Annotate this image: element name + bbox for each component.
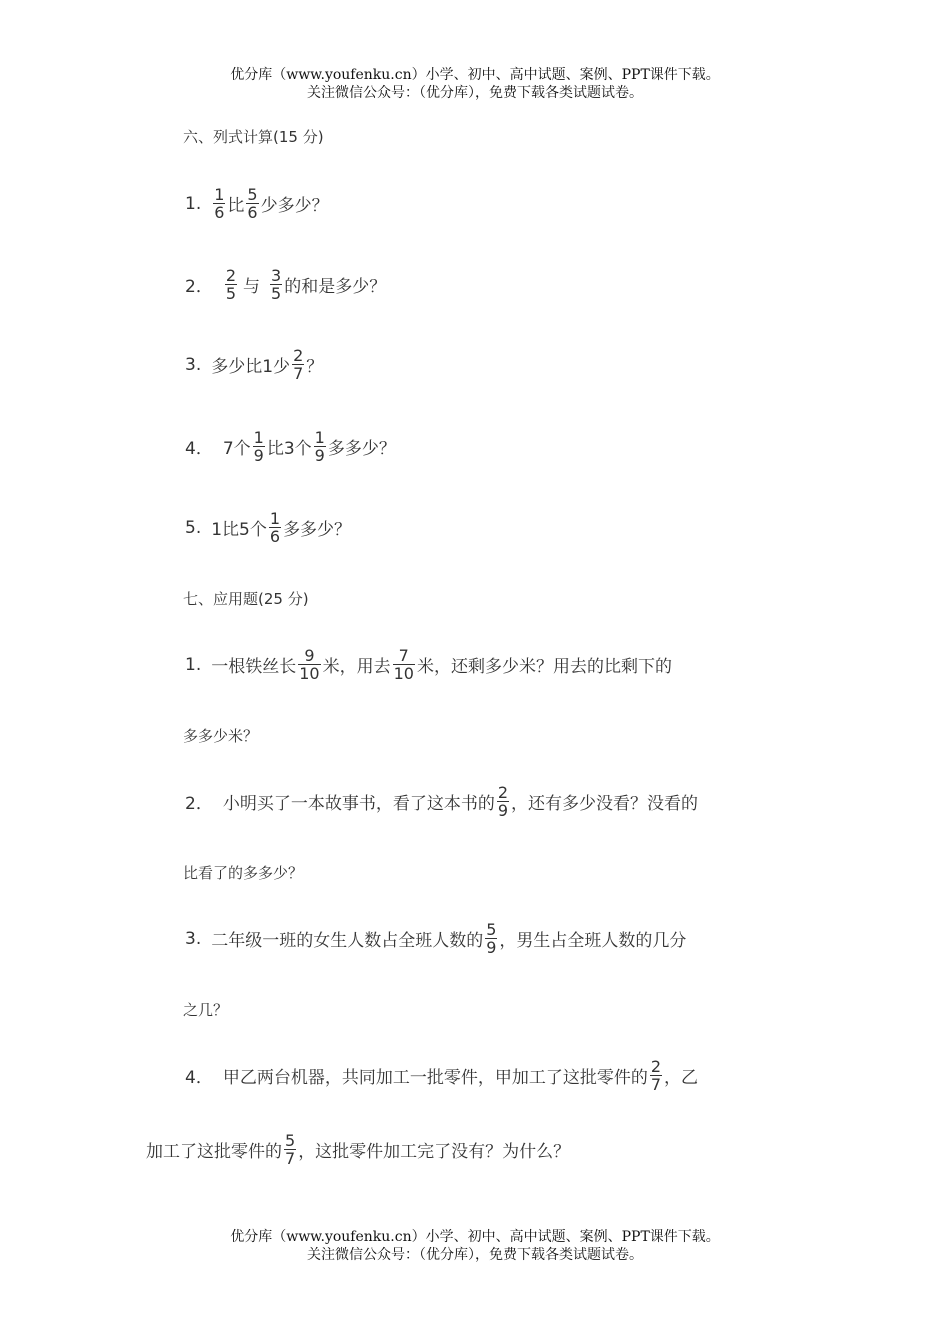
question-text: 比3个	[266, 439, 312, 459]
question-number: 2．	[185, 794, 213, 814]
s7-question-1	[185, 647, 672, 682]
question-text: ，乙	[664, 1068, 699, 1088]
question-text: 米，还剩多少米？用去的比剩下的	[416, 657, 672, 677]
s6-question-5	[185, 510, 351, 545]
question-number: 2．	[185, 277, 213, 297]
s6-question-4	[185, 429, 396, 464]
s6-question-1	[185, 186, 329, 221]
question-text: 米，用去	[322, 657, 391, 677]
s6-question-3	[185, 347, 323, 382]
s7-question-3-continued: 之几？	[183, 1001, 229, 1019]
fraction: $\frac{3}{5}$	[271, 266, 282, 303]
question-text: 的和是多少？	[284, 277, 387, 297]
question-text: 多多少？	[283, 520, 352, 540]
question-number: 4．	[185, 439, 213, 459]
question-text: ，这批零件加工完了没有？为什么？	[298, 1142, 571, 1162]
question-text: 加工了这批零件的	[146, 1142, 282, 1162]
s7-question-3	[185, 921, 686, 956]
fraction: $\frac{7}{10}$	[393, 646, 414, 683]
question-text: ，还有多少没看？没看的	[511, 794, 699, 814]
question-text: 少多少？	[260, 196, 329, 216]
question-text: 二年级一班的女生人数占全班人数的	[211, 931, 484, 951]
question-text: 7个	[222, 439, 251, 459]
fraction: $\frac{2}{7}$	[650, 1057, 662, 1094]
question-text: 甲乙两台机器，共同加工一批零件，甲加工了这批零件的	[222, 1068, 648, 1088]
question-text: 比	[227, 196, 245, 216]
fraction: $\frac{1}{9}$	[314, 428, 325, 465]
fraction: $\frac{1}{9}$	[253, 428, 264, 465]
question-text: 1比5个	[211, 520, 267, 540]
fraction: $\frac{1}{6}$	[269, 509, 281, 546]
page-header	[0, 66, 950, 102]
s7-question-4	[185, 1058, 698, 1093]
header-line-1: 优分库（www.youfenku.cn）小学、初中、高中试题、案例、PPT课件下载。	[230, 67, 720, 83]
s7-question-4-continued	[146, 1132, 570, 1167]
s7-question-1-continued: 多多少米？	[183, 727, 259, 745]
question-text: ？	[306, 357, 324, 377]
fraction: $\frac{5}{7}$	[285, 1131, 296, 1168]
section-6-title: 六、列式计算(15 分)	[183, 128, 324, 146]
question-text: 多多少？	[327, 439, 396, 459]
s7-question-2	[185, 784, 698, 819]
question-number: 4．	[185, 1068, 213, 1088]
question-text: 与	[243, 277, 261, 297]
fraction: $\frac{2}{7}$	[293, 346, 304, 383]
fraction: $\frac{2}{9}$	[497, 783, 509, 820]
question-number: 5.	[185, 517, 202, 538]
fraction: $\frac{1}{6}$	[214, 185, 225, 222]
fraction: $\frac{2}{5}$	[225, 266, 237, 303]
question-number: 3.	[185, 928, 202, 949]
section-7-title: 七、应用题(25 分)	[183, 590, 309, 608]
question-number: 1.	[185, 193, 202, 214]
question-number: 3.	[185, 354, 202, 375]
question-text: 多少比1少	[211, 357, 291, 377]
footer-line-1: 优分库（www.youfenku.cn）小学、初中、高中试题、案例、PPT课件下载。	[230, 1229, 720, 1245]
fraction: $\frac{9}{10}$	[299, 646, 320, 683]
fraction: $\frac{5}{6}$	[247, 185, 258, 222]
question-text: 一根铁丝长	[211, 657, 297, 677]
question-number: 1.	[185, 654, 202, 675]
question-text: ，男生占全班人数的几分	[499, 931, 687, 951]
header-line-2: 关注微信公众号：（优分库），免费下载各类试题试卷。	[307, 85, 643, 101]
s7-question-2-continued: 比看了的多多少？	[183, 864, 304, 882]
footer-line-2: 关注微信公众号：（优分库），免费下载各类试题试卷。	[307, 1247, 643, 1263]
s6-question-2	[185, 267, 386, 302]
question-text: 小明买了一本故事书，看了这本书的	[222, 794, 495, 814]
fraction: $\frac{5}{9}$	[486, 920, 497, 957]
page-footer	[0, 1228, 950, 1264]
